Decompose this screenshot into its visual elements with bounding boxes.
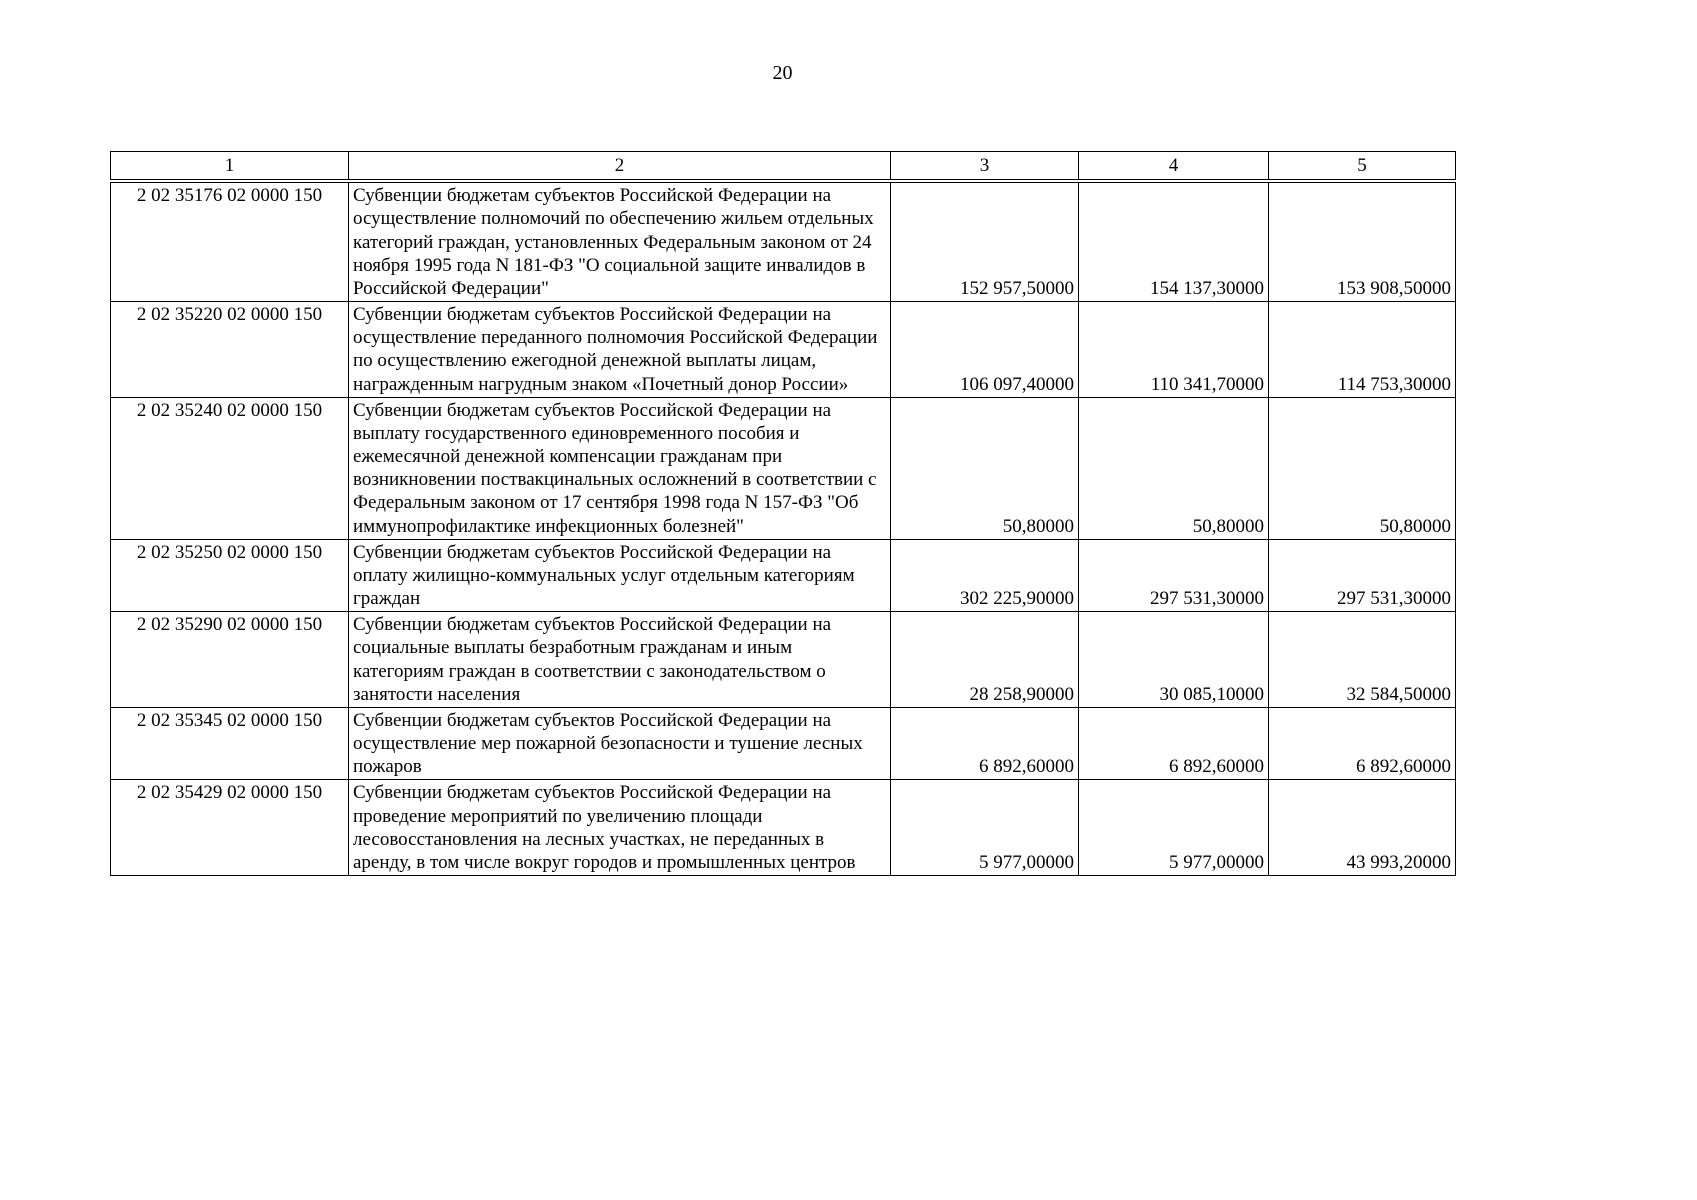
table-row	[111, 707, 1456, 780]
row-code: 2 02 35345 02 0000 150	[111, 707, 349, 780]
row-value: 6 892,60000	[1079, 707, 1269, 780]
row-value: 43 993,20000	[1269, 780, 1456, 876]
row-value: 5 977,00000	[1079, 780, 1269, 876]
table-row	[111, 612, 1456, 708]
row-value: 114 753,30000	[1269, 302, 1456, 398]
table-row	[111, 302, 1456, 398]
row-description: Субвенции бюджетам субъектов Российской Федерации на осуществление переданного полномочия Российской Федерации по осуществлению ежегодной денежной выплаты лицам, награжденным нагрудным знаком «Почетный донор России»	[349, 302, 891, 398]
row-value: 153 908,50000	[1269, 181, 1456, 301]
table-row	[111, 397, 1456, 539]
row-code: 2 02 35240 02 0000 150	[111, 397, 349, 539]
row-description: Субвенции бюджетам субъектов Российской Федерации на проведение мероприятий по увеличению площади лесовосстановления на лесных участках, не переданных в аренду, в том числе вокруг городов и промышленных центров	[349, 780, 891, 876]
row-value: 32 584,50000	[1269, 612, 1456, 708]
column-header-3: 3	[891, 152, 1079, 182]
column-header-4: 4	[1079, 152, 1269, 182]
row-description: Субвенции бюджетам субъектов Российской Федерации на оплату жилищно-коммунальных услуг отдельным категориям граждан	[349, 539, 891, 612]
row-code: 2 02 35429 02 0000 150	[111, 780, 349, 876]
row-value: 6 892,60000	[891, 707, 1079, 780]
row-value: 6 892,60000	[1269, 707, 1456, 780]
row-code: 2 02 35220 02 0000 150	[111, 302, 349, 398]
column-header-5: 5	[1269, 152, 1456, 182]
row-description: Субвенции бюджетам субъектов Российской Федерации на осуществление полномочий по обеспечению жильем отдельных категорий граждан, установленных Федеральным законом от 24 ноября 1995 года N 181-ФЗ "О социальной защите инвалидов в Российской Федерации"	[349, 181, 891, 301]
row-value: 28 258,90000	[891, 612, 1079, 708]
row-value: 297 531,30000	[1079, 539, 1269, 612]
row-code: 2 02 35176 02 0000 150	[111, 181, 349, 301]
row-value: 50,80000	[1269, 397, 1456, 539]
row-value: 152 957,50000	[891, 181, 1079, 301]
row-value: 5 977,00000	[891, 780, 1079, 876]
column-header-2: 2	[349, 152, 891, 182]
row-description: Субвенции бюджетам субъектов Российской Федерации на социальные выплаты безработным гражданам и иным категориям граждан в соответствии с законодательством о занятости населения	[349, 612, 891, 708]
column-header-1: 1	[111, 152, 349, 182]
table-row	[111, 539, 1456, 612]
table-row	[111, 780, 1456, 876]
table-row	[111, 181, 1456, 301]
row-description: Субвенции бюджетам субъектов Российской Федерации на осуществление мер пожарной безопасности и тушение лесных пожаров	[349, 707, 891, 780]
row-value: 302 225,90000	[891, 539, 1079, 612]
header-row	[111, 152, 1456, 182]
document-page	[110, 0, 1455, 876]
row-value: 297 531,30000	[1269, 539, 1456, 612]
budget-table	[110, 151, 1456, 876]
row-value: 30 085,10000	[1079, 612, 1269, 708]
row-value: 50,80000	[891, 397, 1079, 539]
row-value: 50,80000	[1079, 397, 1269, 539]
row-value: 106 097,40000	[891, 302, 1079, 398]
row-description: Субвенции бюджетам субъектов Российской Федерации на выплату государственного единовременного пособия и ежемесячной денежной компенсации гражданам при возникновении поствакцинальных осложнений в соответствии с Федеральным законом от 17 сентября 1998 года N 157-ФЗ "Об иммунопрофилактике инфекционных болезней"	[349, 397, 891, 539]
row-code: 2 02 35290 02 0000 150	[111, 612, 349, 708]
row-code: 2 02 35250 02 0000 150	[111, 539, 349, 612]
page-number: 20	[772, 62, 793, 84]
row-value: 110 341,70000	[1079, 302, 1269, 398]
row-value: 154 137,30000	[1079, 181, 1269, 301]
